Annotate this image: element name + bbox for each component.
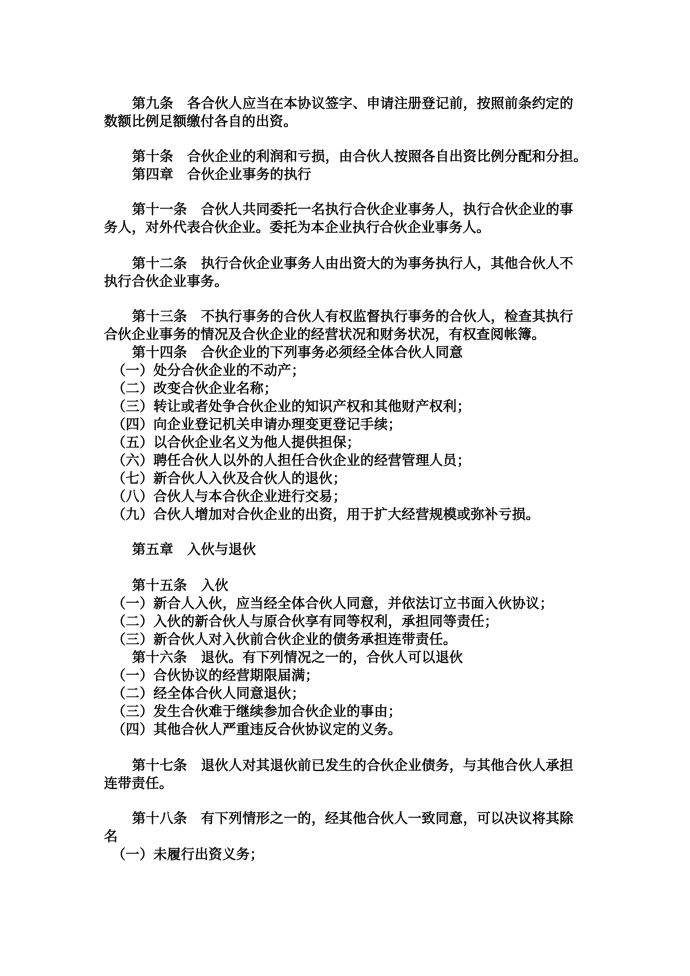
article-17-line-1: 第十七条 退伙人对其退伙前已发生的合伙企业债务，与其他合伙人承担 bbox=[132, 758, 574, 774]
article-14-item-8: （八）合伙人与本合伙企业进行交易； bbox=[112, 489, 347, 505]
article-16-heading: 第十六条 退伙。有下列情况之一的，合伙人可以退伙 bbox=[132, 650, 464, 666]
article-14-item-9: （九）合伙人增加对合伙企业的出资，用于扩大经营规模或弥补亏损。 bbox=[112, 507, 540, 523]
article-12-line-2: 执行合伙企业事务。 bbox=[104, 274, 229, 290]
article-13-line-1: 第十三条 不执行事务的合伙人有权监督执行事务的合伙人，检查其执行 bbox=[132, 309, 574, 325]
article-11-line-1: 第十一条 合伙人共同委托一名执行合伙企业事务人，执行合伙企业的事 bbox=[132, 202, 574, 218]
chapter-5-heading: 第五章 入伙与退伙 bbox=[132, 542, 257, 558]
article-12-line-1: 第十二条 执行合伙企业事务人由出资大的为事务执行人，其他合伙人不 bbox=[132, 256, 574, 272]
article-15-item-2: （二）入伙的新合伙人与原合伙享有同等权利，承担同等责任； bbox=[112, 614, 499, 630]
article-14-item-6: （六）聘任合伙人以外的人担任合伙企业的经营管理人员； bbox=[112, 453, 471, 469]
article-16-item-4: （四）其他合伙人严重违反合伙协议定的义务。 bbox=[112, 722, 402, 738]
article-18-line-1: 第十八条 有下列情形之一的，经其他合伙人一致同意，可以决议将其除 bbox=[132, 811, 574, 827]
article-9-line-2: 数额比例足额缴付各自的出资。 bbox=[104, 114, 298, 130]
article-15-item-1: （一）新合人入伙，应当经全体合伙人同意，并依法订立书面入伙协议； bbox=[112, 596, 554, 612]
article-18-line-2: 名 bbox=[104, 829, 118, 845]
article-18-item-1: （一）未履行出资义务； bbox=[112, 847, 264, 863]
article-14-heading: 第十四条 合伙企业的下列事务必须经全体合伙人同意 bbox=[132, 345, 464, 361]
article-14-item-5: （五）以合伙企业名义为他人提供担保； bbox=[112, 435, 361, 451]
article-16-item-1: （一）合伙协议的经营期限届满； bbox=[112, 668, 319, 684]
article-16-item-3: （三）发生合伙难于继续参加合伙企业的事由； bbox=[112, 704, 402, 720]
article-14-item-4: （四）向企业登记机关申请办理变更登记手续； bbox=[112, 417, 402, 433]
article-14-item-7: （七）新合伙人入伙及合伙人的退伙； bbox=[112, 471, 347, 487]
article-16-item-2: （二）经全体合伙人同意退伙； bbox=[112, 686, 306, 702]
article-15-item-3: （三）新合伙人对入伙前合伙企业的债务承担连带责任。 bbox=[112, 632, 457, 648]
article-11-line-2: 务人，对外代表合伙企业。委托为本企业执行合伙企业事务人。 bbox=[104, 220, 491, 236]
article-14-item-3: （三）转让或者处争合伙企业的知识产权和其他财产权利； bbox=[112, 399, 471, 415]
article-9-line-1: 第九条 各合伙人应当在本协议签字、申请注册登记前，按照前条约定的 bbox=[132, 96, 574, 112]
chapter-4-heading: 第四章 合伙企业事务的执行 bbox=[132, 167, 312, 183]
article-14-item-2: （二）改变合伙企业名称； bbox=[112, 381, 278, 397]
article-13-line-2: 合伙企业事务的情况及合伙企业的经营状况和财务状况，有权查阅帐簿。 bbox=[104, 327, 546, 343]
article-14-item-1: （一）处分合伙企业的不动产； bbox=[112, 363, 306, 379]
article-10: 第十条 合伙企业的利润和亏损，由合伙人按照各自出资比例分配和分担。 bbox=[132, 149, 588, 165]
article-17-line-2: 连带责任。 bbox=[104, 776, 173, 792]
article-15-heading: 第十五条 入伙 bbox=[132, 578, 229, 594]
